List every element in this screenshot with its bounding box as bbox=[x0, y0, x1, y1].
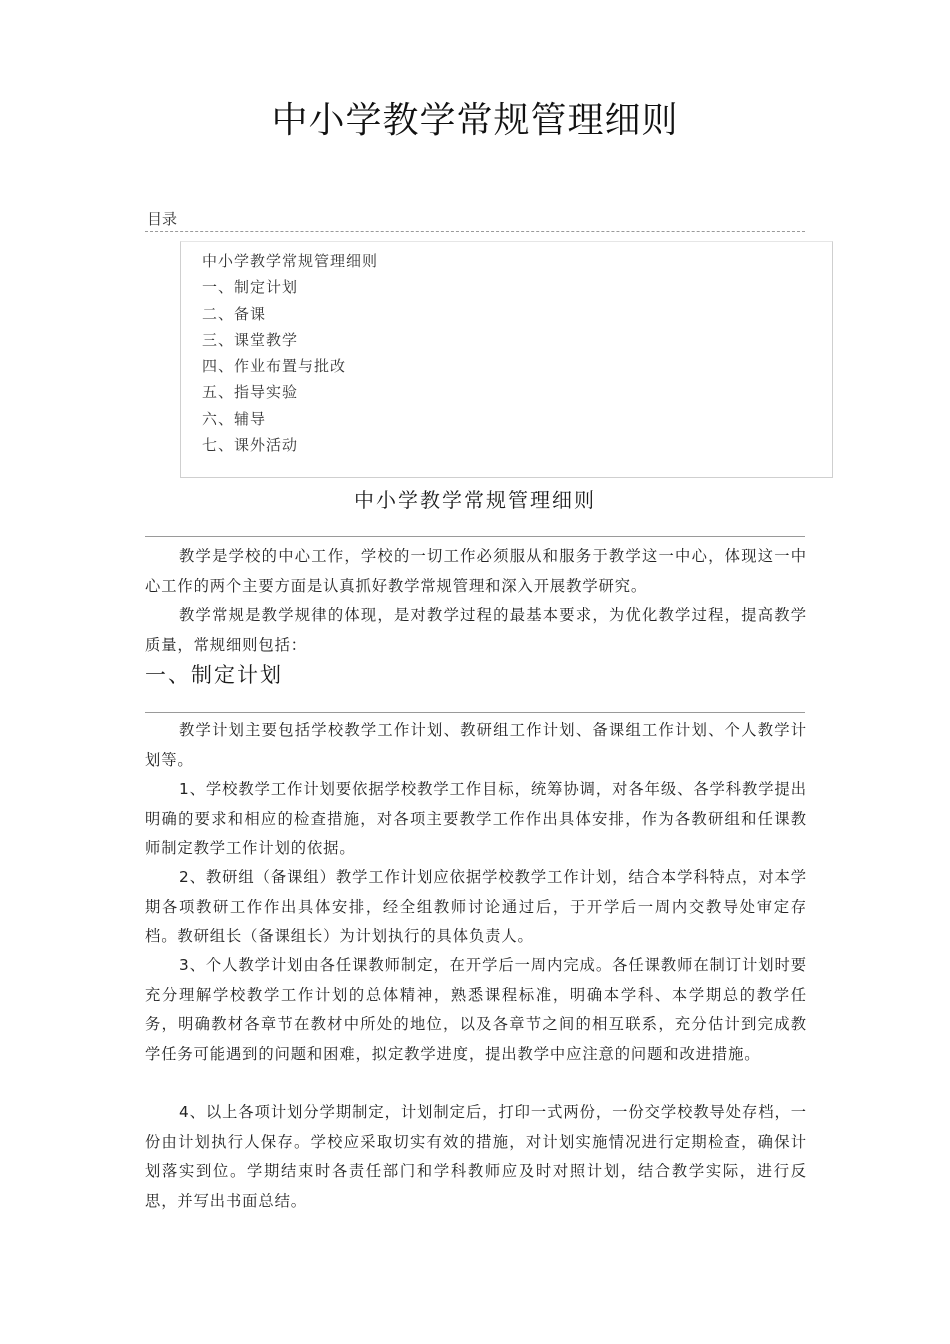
toc-item-classroom-teaching[interactable]: 三、课堂教学 bbox=[202, 330, 299, 349]
toc-item-tutoring[interactable]: 六、辅导 bbox=[202, 409, 267, 428]
toc-item-title[interactable]: 中小学教学常规管理细则 bbox=[202, 252, 379, 270]
page-title: 中小学教学常规管理细则 bbox=[271, 100, 679, 141]
body-paragraph: 1、学校教学工作计划要依据学校教学工作目标，统筹协调，对各年级、各学科教学提出明确的要求和相应的检查措施，对各项主要教学工作作出具体安排，作为各教研组和任课教师制定教学工作计划的依据。 bbox=[145, 780, 807, 857]
chapter-heading: 一、制定计划 bbox=[145, 663, 283, 687]
body-paragraph: 4、以上各项计划分学期制定，计划制定后，打印一式两份，一份交学校教导处存档，一份由计划执行人保存。学校应采取切实有效的措施，对计划实施情况进行定期检查，确保计划落实到位。学期结束时各责任部门和学科教师应及时对照计划，结合教学实际，进行反思，并写出书面总结。 bbox=[145, 1103, 807, 1210]
section-divider bbox=[145, 536, 805, 537]
toc-item-extracurricular[interactable]: 七、课外活动 bbox=[202, 436, 299, 455]
toc-item-lesson-prep[interactable]: 二、备课 bbox=[202, 304, 267, 323]
body-paragraph: 2、教研组（备课组）教学工作计划应依据学校教学工作计划，结合本学科特点，对本学期各项教研工作作出具体安排，经全组教师讨论通过后，于开学后一周内交教导处审定存档。教研组长（备课组长）为计划执行的具体负责人。 bbox=[145, 868, 807, 945]
toc-item-experiments[interactable]: 五、指导实验 bbox=[202, 383, 299, 402]
body-paragraph: 3、个人教学计划由各任课教师制定，在开学后一周内完成。各任课教师在制订计划时要充分理解学校教学工作计划的总体精神，熟悉课程标准，明确本学科、本学期总的教学任务，明确教材各章节在教材中所处的地位，以及各章节之间的相互联系，充分估计到完成教学任务可能遇到的问题和困难，拟定教学进度，提出教学中应注意的问题和改进措施。 bbox=[145, 956, 807, 1063]
section-title: 中小学教学常规管理细则 bbox=[354, 488, 596, 512]
intro-paragraph: 教学常规是教学规律的体现，是对教学过程的最基本要求，为优化教学过程，提高教学质量，常规细则包括： bbox=[145, 606, 807, 654]
intro-paragraph: 教学是学校的中心工作，学校的一切工作必须服从和服务于教学这一中心，体现这一中心工作的两个主要方面是认真抓好教学常规管理和深入开展教学研究。 bbox=[145, 547, 807, 595]
chapter-divider bbox=[145, 712, 805, 713]
toc-item-plan[interactable]: 一、制定计划 bbox=[202, 278, 299, 297]
toc-label: 目录 bbox=[147, 210, 178, 228]
toc-item-homework[interactable]: 四、作业布置与批改 bbox=[202, 357, 347, 376]
toc-divider bbox=[145, 231, 805, 232]
body-paragraph: 教学计划主要包括学校教学工作计划、教研组工作计划、备课组工作计划、个人教学计划等。 bbox=[145, 721, 807, 769]
toc-list bbox=[202, 248, 378, 458]
